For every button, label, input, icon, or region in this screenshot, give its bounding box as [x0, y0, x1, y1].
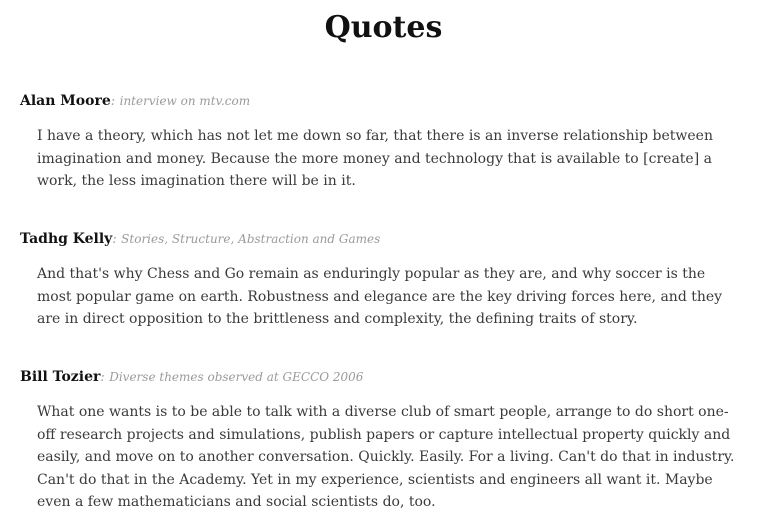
quote-author: Tadhg Kelly	[20, 231, 113, 247]
quote-header	[20, 92, 760, 111]
quote-text: What one wants is to be able to talk with a diverse club of smart people, arrange to do short one-off research projects and simulations, publish papers or capture intellectual property quickly and easily, and move on to another conversation. Quickly. Easily. For a living. Can't do that in industry. Can't do that in the Academy. Yet in my experience, scientists and engineers all want it. Maybe even a few mathematicians and social scientists do, too.	[37, 404, 735, 510]
quote-author: Bill Tozier	[20, 369, 101, 385]
quote-separator: :	[100, 370, 105, 385]
quote-source: interview on mtv.com	[119, 94, 251, 108]
quote-text: And that's why Chess and Go remain as enduringly popular as they are, and why soccer is the most popular game on earth. Robustness and elegance are the key driving forces here, and they are in direct opposition to the brittleness and complexity, the defining traits of story.	[37, 266, 723, 327]
quote-text: I have a theory, which has not let me down so far, that there is an inverse relationship between imagination and money. Because the more money and technology that is available to [create] a work, the less imagination there will be in it.	[37, 128, 713, 189]
quote-block	[20, 368, 760, 514]
quote-block	[20, 92, 760, 193]
quote-header	[20, 230, 760, 249]
quote-separator: :	[112, 232, 117, 247]
quote-source: Diverse themes observed at GECCO 2006	[109, 370, 364, 384]
page-title: Quotes	[324, 10, 443, 45]
quote-source: Stories, Structure, Abstraction and Games	[121, 232, 381, 246]
quote-separator: :	[110, 94, 116, 109]
quote-header	[20, 368, 760, 387]
quote-block	[20, 230, 760, 331]
quote-author: Alan Moore	[20, 93, 111, 109]
